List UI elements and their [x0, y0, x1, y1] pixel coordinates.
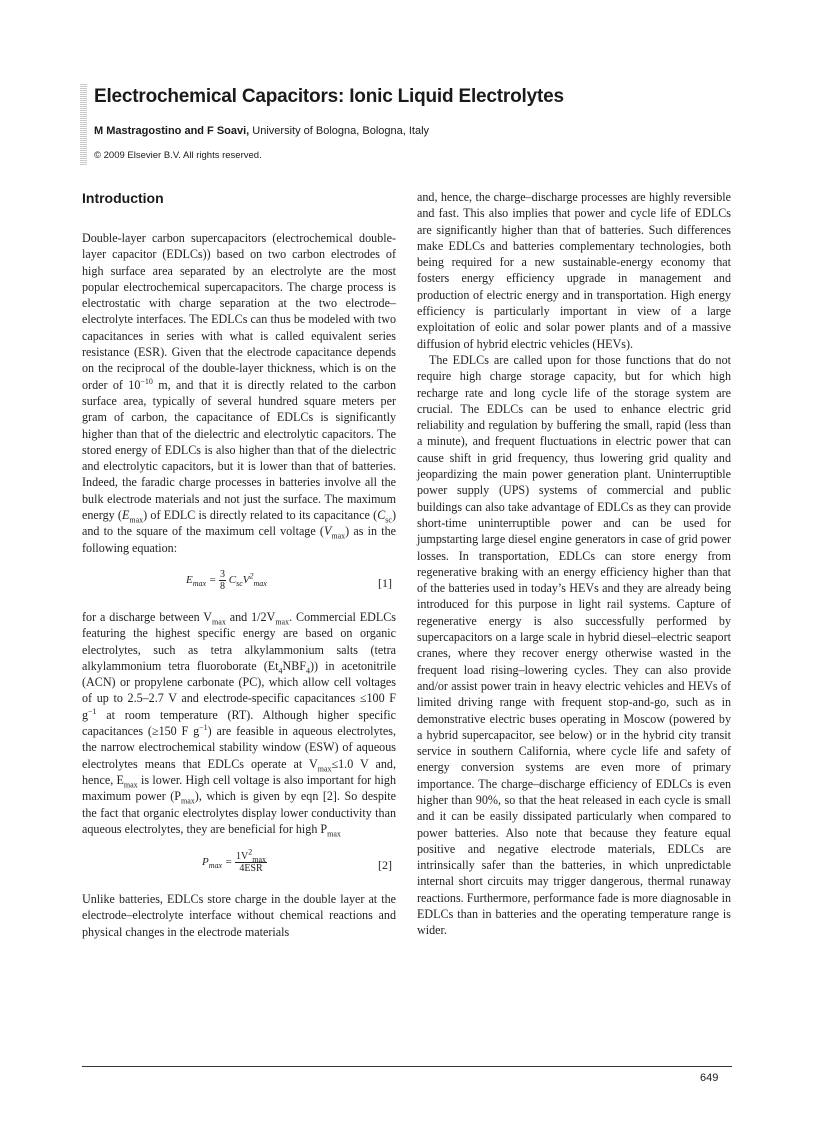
equation-1-expression: $E_{max}$ = $\frac{3}{8}$ $C_{sc}V^2_{max}$ [186, 568, 267, 592]
equation-1-number: [1] [378, 575, 392, 590]
section-heading-introduction: Introduction [82, 190, 164, 206]
fraction-three-eighths: $\frac{3}{8}$ [220, 568, 225, 592]
equation-2-number: [2] [378, 858, 392, 873]
equation-2-expression: $P_{max}$ = $\frac{1V^2_{max}}{\text{4ESR}}$ [202, 847, 267, 875]
fraction-power-formula: $\frac{1V^2_{max}}{\text{4ESR}}$ [236, 847, 267, 875]
author-names: M Mastragostino and F Soavi, [94, 125, 250, 137]
paragraph-intro-4: and, hence, the charge–discharge processes are highly reversible and fast. This also implies that power and cycle life of EDLCs are significantly higher than that of batteries. Such differences make EDLCs and batteries complementary technologies, both being required for a new sustainable-energy economy that fosters energy efficiency upgrade in management and production of electric energy and in transportation. High energy efficiency is particularly important in view of a large exploitation of eolic and solar power plants and of a massive diffusion of hybrid electric vehicles (HEVs). [417, 190, 731, 351]
equation-2 [82, 849, 396, 879]
left-column [82, 189, 396, 940]
author-affiliation: University of Bologna, Bologna, Italy [249, 125, 430, 137]
page-number: 649 [700, 1072, 719, 1084]
copyright-notice: © 2009 Elsevier B.V. All rights reserved. [94, 150, 262, 161]
paragraph-intro-5: The EDLCs are called upon for those functions that do not require high charge storage capacity, but for which high recharge rate and long cycle life of the storage system are crucial. The EDLCs can be used to enhance electric grid reliability and regulation by buffering the small, rapid (less than a minute), and frequent fluctuations in electric power that can cause shift in grid frequency, thus lowering grid quality and jeopardizing the main power generation plant. Uninterruptible power supply (UPS) systems of commercial and public buildings can also take advantage of EDLCs as they can provide short-time uninterruptible power and can be used for jumpstarting large diesel engine generators in case of grid power losses. In transportation, EDLCs can store energy from regenerative braking with an energy efficiency higher than that of the batteries used in today’s HEVs and they are already being introduced for this purpose in light rail systems. Capture of regenerative energy is also successfully performed by supercapacitors on a large scale in hybrid diesel–electric seaport cranes, where they recover energy otherwise wasted in the frequent load rising–lowering cycles. They can also provide and/or assist power train in heavy electric vehicles and HEVs of limited driving range with frequent stop-and-go, such as in demonstrative electric buses operating in Moscow (powered by a hybrid supercapacitor, see below) or in the hybrid city transit service in southern California, where cycle life and safety of energy conversion systems are even more of primary importance. The charge–discharge efficiency of EDLCs is even higher than 90%, so that the heat released in each cycle is small and it can be easily dissipated particularly when compared to power batteries. Also note that because they feature equal positive and negative electrode materials, EDLCs are intrinsically safer than the batteries, in which unpredictable internal short circuits may trigger dangerous, thermal runaway reactions. Furthermore, performance fade is more diagnosable in EDLCs than in batteries and the operating temperature range is wider. [417, 352, 731, 938]
article-title: Electrochemical Capacitors: Ionic Liquid Electrolytes [94, 86, 564, 107]
footer-rule [82, 1066, 732, 1067]
paragraph-intro-3: Unlike batteries, EDLCs store charge in the double layer at the electrode–electrolyte interface without chemical reactions and physical changes in the electrode materials [82, 892, 396, 939]
equation-1 [82, 567, 396, 597]
right-column [417, 189, 731, 939]
author-line [94, 125, 429, 137]
paragraph-intro-1: Double-layer carbon supercapacitors (electrochemical double-layer capacitor (EDLCs)) based on two carbon electrodes of high surface area separated by an electrolyte are the most popular electrochemical supercapacitors. The charge process is electrostatic with charge separation at the two electrode–electrolyte interfaces. The EDLCs can thus be modeled with two capacitances in series with what is called equivalent series resistance (ESR). Given that the electrode capacitance depends on the reciprocal of the double-layer thickness, which is on the order of $10^{-10}$ m, and that it is directly related to the carbon surface area, typically of several hundred square meters per gram of carbon, the capacitance of EDLCs is significantly higher than that of the dielectric and electrolytic capacitors. The stored energy of EDLCs is also higher than that of the dielectric and electrolytic capacitors, but it is lower than that of batteries. Indeed, the faradic charge processes in batteries involve all the bulk electrode materials and not just the surface. The maximum energy $(E_{max})$ of EDLC is directly related to its capacitance $(C_{sc})$ and to the square of the maximum cell voltage $(V_{max})$ as in the following equation: [82, 231, 397, 555]
header-accent-bar [80, 84, 87, 166]
paragraph-intro-2: for a discharge between $V_{max}$ and $1/2V_{max}$. Commercial EDLCs featuring the highest specific energy are based on organic electrolytes, such as tetra alkylammonium salts (tetra alkylammonium tetra fluoroborate $(Et_4NBF_4)$) in acetonitrile (ACN) or propylene carbonate (PC), which allow cell voltages of up to 2.5–2.7 V and electrode-specific capacitances ≤100 F $g^{-1}$ at room temperature (RT). Although higher specific capacitances (≥150 F $g^{-1}$) are feasible in aqueous electrolytes, the narrow electrochemical stability window (ESW) of aqueous electrolytes means that EDLCs operate at $V_{max}\le 1.0$ V and, hence, $E_{max}$ is lower. High cell voltage is also important for high maximum power $(P_{max})$, which is given by eqn [2]. So despite the fact that organic electrolytes display lower conductivity than aqueous electrolytes, they are beneficial for high $P_{max}$ [82, 609, 396, 839]
